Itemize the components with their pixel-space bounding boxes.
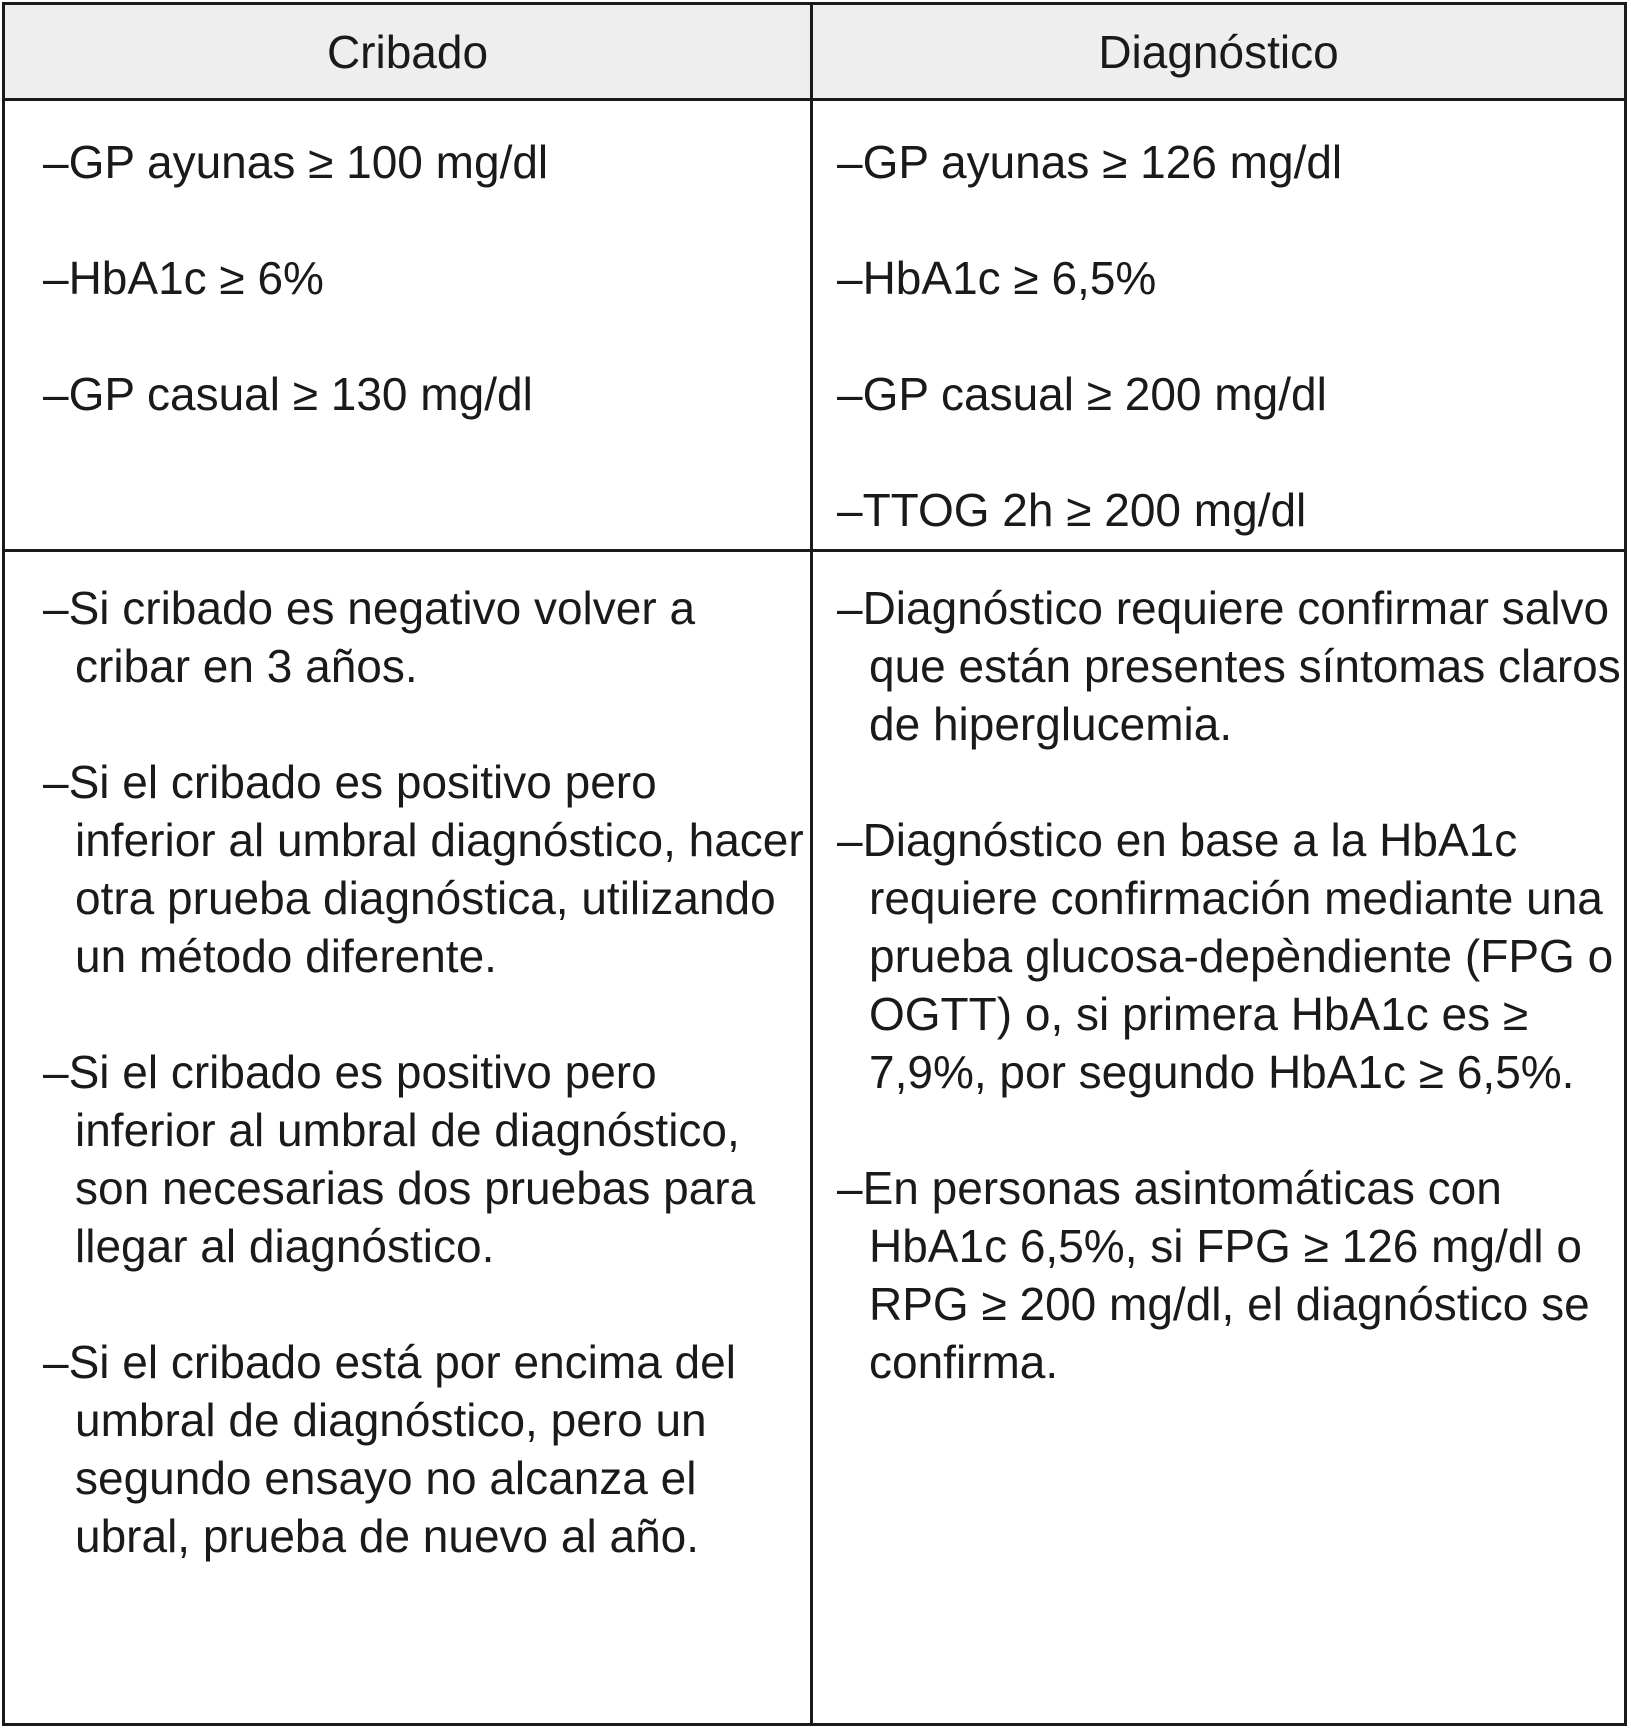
threshold-item: –GP casual ≥ 130 mg/dl	[43, 368, 533, 420]
note-item: –Si el cribado es positivo pero inferior al umbral diagnóstico, hacer otra prueba diagnóstica, utilizando un método diferente.	[43, 756, 804, 982]
note-item: –En personas asintomáticas con HbA1c 6,5%, si FPG ≥ 126 mg/dl o RPG ≥ 200 mg/dl, el diagnóstico se confirma.	[837, 1162, 1590, 1388]
diagnostico-notes	[837, 579, 1627, 1449]
threshold-item: –TTOG 2h ≥ 200 mg/dl	[837, 484, 1307, 536]
threshold-item: –GP ayunas ≥ 126 mg/dl	[837, 136, 1343, 188]
cribado-notes	[43, 579, 808, 1623]
cribado-thresholds	[43, 133, 808, 481]
note-item: –Si el cribado está por encima del umbral de diagnóstico, pero un segundo ensayo no alcanza el ubral, prueba de nuevo al año.	[43, 1336, 736, 1562]
criteria-table	[2, 2, 1627, 1726]
header-diagnostico: Diagnóstico	[1098, 25, 1339, 78]
threshold-item: –GP casual ≥ 200 mg/dl	[837, 368, 1327, 420]
threshold-item: –HbA1c ≥ 6,5%	[837, 252, 1157, 304]
header-cribado: Cribado	[326, 25, 489, 78]
note-item: –Si el cribado es positivo pero inferior al umbral de diagnóstico, son necesarias dos pruebas para llegar al diagnóstico.	[43, 1046, 756, 1272]
table-header	[5, 5, 1624, 101]
note-item: –Diagnóstico requiere confirmar salvo que están presentes síntomas claros de hiperglucemia.	[837, 582, 1621, 750]
column-divider	[810, 5, 813, 1723]
note-item: –Diagnóstico en base a la HbA1c requiere confirmación mediante una prueba glucosa-depèndiente (FPG o OGTT) o, si primera HbA1c es ≥ 7,9%, por segundo HbA1c ≥ 6,5%.	[837, 814, 1614, 1098]
note-item: –Si cribado es negativo volver a cribar en 3 años.	[43, 582, 696, 692]
threshold-item: –GP ayunas ≥ 100 mg/dl	[43, 136, 549, 188]
diagnostico-thresholds	[837, 133, 1627, 597]
threshold-item: –HbA1c ≥ 6%	[43, 252, 324, 304]
